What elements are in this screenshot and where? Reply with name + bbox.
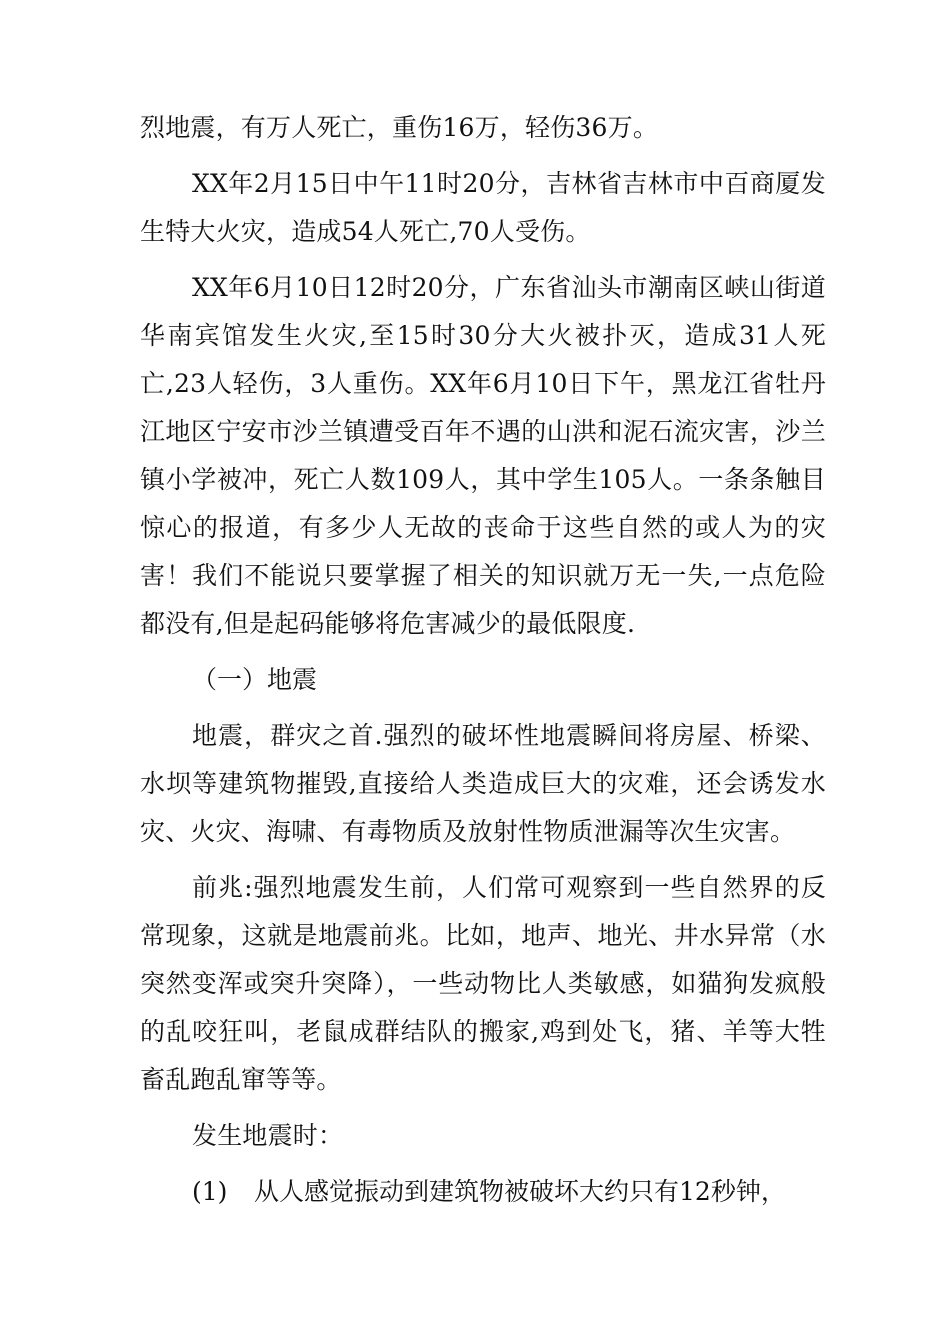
document-page [140,104,826,1216]
paragraph-jilin-fire: XX年2月15日中午11时20分，吉林省吉林市中百商厦发生特大火灾，造成54人死亡,70人受伤。 [140,169,826,246]
paragraph-earthquake-intro: 地震，群灾之首.强烈的破坏性地震瞬间将房屋、桥梁、水坝等建筑物摧毁,直接给人类造成巨大的灾难，还会诱发水灾、火灾、海啸、有毒物质及放射性物质泄漏等次生灾害。 [140,721,826,846]
section-heading-earthquake: （一）地震 [192,665,318,694]
paragraph-during-earthquake: 发生地震时： [192,1121,344,1150]
list-item [140,1168,826,1216]
paragraph-shantou-fire-and-flood: XX年6月10日12时20分，广东省汕头市潮南区峡山街道华南宾馆发生火灾,至15时30分大火被扑灭，造成31人死亡,23人轻伤，3人重伤。XX年6月10日下午，黑龙江省牡丹江地区宁安市沙兰镇遭受百年不遇的山洪和泥石流灾害，沙兰镇小学被冲，死亡人数109人，其中学生105人。一条条触目惊心的报道，有多少人无故的丧命于这些自然的或人为的灾害！我们不能说只要掌握了相关的知识就万无一失,一点危险都没有,但是起码能够将危害减少的最低限度. [140,273,826,638]
paragraph-earthquake-casualties: 烈地震，有万人死亡，重伤16万，轻伤36万。 [140,113,659,142]
list-item-text: 从人感觉振动到建筑物被破坏大约只有12秒钟， [254,1177,786,1206]
list-item-number: (1) [192,1177,228,1206]
paragraph-earthquake-precursors: 前兆:强烈地震发生前，人们常可观察到一些自然界的反常现象，这就是地震前兆。比如，地声、地光、井水异常（水突然变浑或突升突降），一些动物比人类敏感，如猫狗发疯般的乱咬狂叫，老鼠成群结队的搬家,鸡到处飞，猪、羊等大牲畜乱跑乱窜等等。 [140,873,826,1094]
